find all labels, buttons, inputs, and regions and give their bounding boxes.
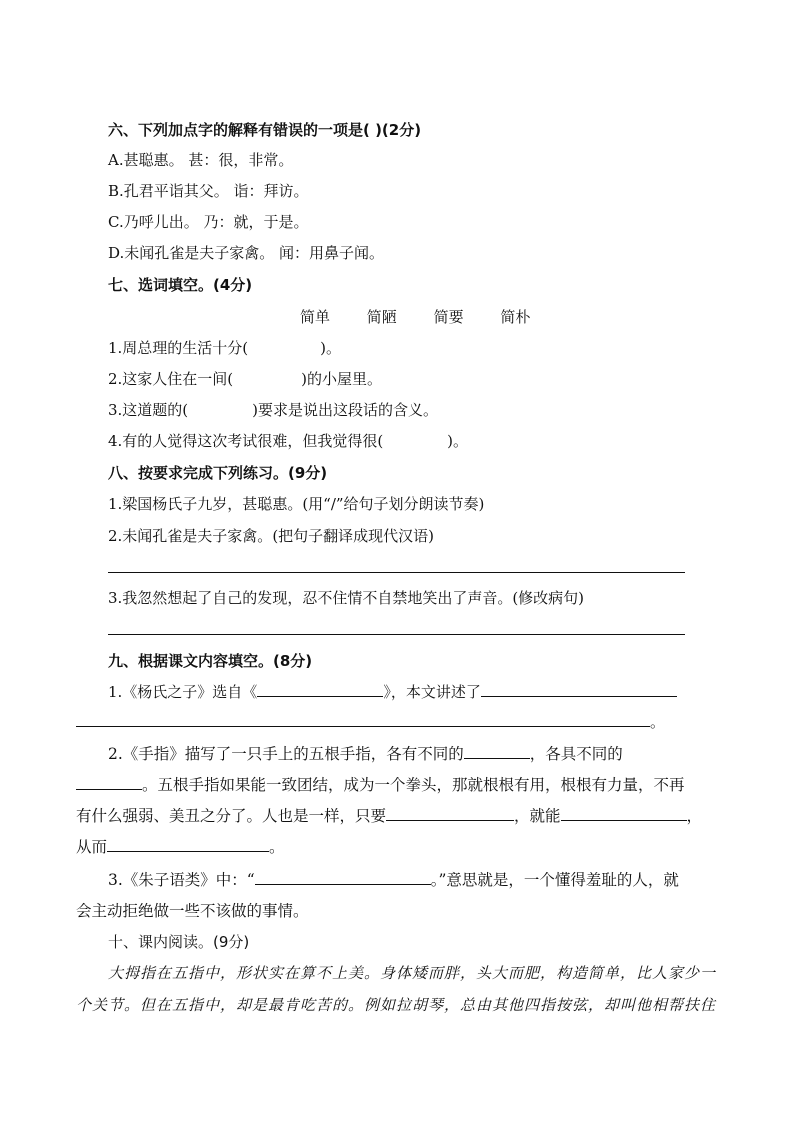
q9-2-text: 2.《手指》描写了一只手上的五根手指，各有不同的 — [108, 745, 464, 763]
fill-question-4 — [108, 431, 468, 451]
q9-1-mid: 》，本文讲述了 — [383, 683, 481, 701]
q9-2-blank-e[interactable] — [107, 837, 269, 852]
q2-text: 2.这家人住在一间( — [108, 370, 234, 388]
answer-line-2[interactable] — [108, 572, 685, 573]
q9-3-text: 3.《朱子语类》中：“ — [108, 871, 255, 889]
fill-question-1 — [108, 338, 341, 358]
q9-2-text-4: ，就能 — [514, 807, 561, 825]
q9-3-blank[interactable] — [255, 870, 431, 885]
q4-end: )。 — [447, 432, 469, 450]
fill-9-2-line3 — [76, 806, 702, 826]
exercise-3: 3.我忽然想起了自己的发现，忍不住情不自禁地笑出了声音。(修改病句) — [108, 589, 585, 607]
fill-question-3 — [108, 400, 438, 420]
fill-9-2-line2 — [76, 775, 685, 795]
section-6-title: 六、下列加点字的解释有错误的一项是( )(2分) — [108, 121, 422, 139]
q9-2-text-5: 从而 — [76, 838, 108, 856]
q9-2-blank-d[interactable] — [561, 806, 687, 821]
q9-2-end: 。 — [269, 838, 285, 856]
fill-question-2 — [108, 369, 382, 389]
section-9-title: 九、根据课文内容填空。(8分) — [108, 652, 313, 670]
q9-2-blank-b[interactable] — [76, 775, 142, 790]
fill-9-3 — [108, 870, 679, 890]
option-c: C.乃呼儿出。 乃：就，于是。 — [108, 213, 309, 231]
q2-end: )的小屋里。 — [301, 370, 383, 388]
q9-2-comma: ， — [686, 807, 703, 825]
option-d: D.未闻孔雀是夫子家禽。 闻：用鼻子闻。 — [108, 244, 385, 262]
q9-1-blank-a[interactable] — [257, 682, 383, 697]
q9-2-mid: ，各具不同的 — [529, 745, 623, 763]
reading-para-line-1: 大拇指在五指中，形状实在算不上美。身体矮而胖，头大而肥，构造简单，比人家少一 — [108, 964, 717, 982]
exercise-2: 2.未闻孔雀是夫子家禽。(把句子翻译成现代汉语) — [108, 527, 435, 545]
fill-9-3-cont: 会主动拒绝做一些不该做的事情。 — [76, 902, 309, 920]
section-8-title: 八、按要求完成下列练习。(9分) — [108, 464, 328, 482]
word-2: 简陋 — [366, 308, 397, 326]
q9-1-blank-b[interactable] — [481, 682, 677, 697]
section-10-title: 十、课内阅读。(9分) — [108, 933, 250, 951]
q9-1-text: 1.《杨氏之子》选自《 — [108, 683, 258, 701]
fill-9-2-line4 — [76, 837, 285, 857]
fill-9-1 — [108, 682, 677, 702]
fill-9-1-cont — [76, 712, 665, 732]
q3-end: )要求是说出这段话的含义。 — [252, 401, 439, 419]
q9-2-text-2: 。五根手指如果能一致团结，成为一个拳头，那就根根有用，根根有力量，不再 — [142, 776, 685, 794]
option-a: A.甚聪惠。 甚：很，非常。 — [108, 151, 294, 169]
q9-2-blank-c[interactable] — [386, 806, 514, 821]
section-7-title: 七、选词填空。(4分) — [108, 276, 253, 294]
q1-end: )。 — [320, 339, 342, 357]
word-3: 简要 — [433, 308, 464, 326]
q9-1-blank-c[interactable] — [76, 712, 650, 727]
word-4: 简朴 — [500, 308, 531, 326]
q9-2-text-3: 有什么强弱、美丑之分了。人也是一样，只要 — [76, 807, 387, 825]
q1-text: 1.周总理的生活十分( — [108, 339, 249, 357]
answer-line-3[interactable] — [108, 634, 685, 635]
exercise-1: 1.梁国杨氏子九岁，甚聪惠。(用“/”给句子划分朗读节奏) — [108, 495, 485, 513]
q9-3-mid: 。”意思就是，一个懂得羞耻的人，就 — [430, 871, 679, 889]
fill-9-2 — [108, 744, 623, 764]
reading-para-line-2: 个关节。但在五指中，却是最肯吃苦的。例如拉胡琴，总由其他四指按弦，却叫他相帮扶住 — [76, 996, 717, 1014]
word-bank — [300, 307, 562, 327]
option-b: B.孔君平诣其父。 诣：拜访。 — [108, 182, 309, 200]
q3-text: 3.这道题的( — [108, 401, 189, 419]
q4-text: 4.有的人觉得这次考试很难，但我觉得很( — [108, 432, 384, 450]
q9-2-blank-a[interactable] — [464, 744, 530, 759]
q9-1-end: 。 — [650, 713, 666, 731]
word-1: 简单 — [300, 308, 331, 326]
